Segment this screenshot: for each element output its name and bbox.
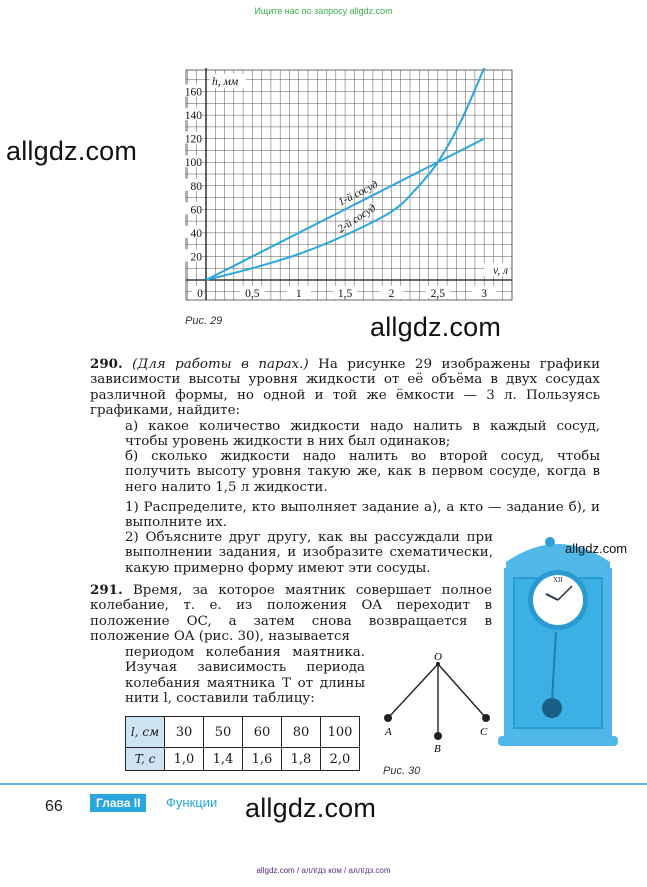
step-1: 1) Распределите, кто выполняет задание а), а кто — задание б), и выполните их. — [125, 500, 600, 531]
pendulum-clock-illustration — [498, 532, 618, 754]
item-b: б) сколько жидкости надо налить во второй сосуд, чтобы получить высоту уровня такую же, как в первом сосуде, когда в него налито 1,5 л жидкости. — [125, 449, 600, 495]
label-o: O — [434, 651, 442, 663]
pendulum-table — [125, 716, 360, 771]
table-cell: 100 — [321, 717, 360, 748]
item-a: а) какое количество жидкости надо налить в каждый сосуд, чтобы уровень жидкости в них был одинаков; — [125, 419, 600, 450]
clock-numeral: XII — [553, 576, 563, 584]
problem-number: 291. — [90, 582, 123, 598]
table-cell: 30 — [165, 717, 204, 748]
series-label-1: 1-й сосуд — [336, 178, 380, 209]
pair-work-note: (Для работы в парах.) — [132, 357, 309, 372]
figure-30-pendulum — [378, 650, 498, 760]
top-banner[interactable]: Ищите нас по запросу allgdz.com — [254, 6, 393, 16]
label-a: A — [385, 726, 392, 738]
bob-c — [482, 714, 490, 722]
string-oa — [388, 664, 438, 718]
table-row — [126, 748, 360, 771]
figure-29-chart — [178, 62, 518, 314]
table-cell: 1,6 — [243, 748, 282, 771]
x-tick-label: 2,5 — [430, 288, 446, 300]
string-oc — [438, 664, 486, 718]
x-tick-label: 2 — [388, 288, 395, 300]
bob-a — [384, 714, 392, 722]
table-cell: 1,8 — [282, 748, 321, 771]
page-number: 66 — [45, 798, 63, 815]
clock-svg — [498, 532, 618, 754]
table-cell: 50 — [204, 717, 243, 748]
x-tick-label: 1 — [295, 288, 302, 300]
footer-divider — [0, 783, 647, 785]
y-tick-label: 160 — [184, 86, 202, 99]
y-axis-label: h, мм — [212, 76, 239, 88]
y-tick-label: 60 — [190, 204, 202, 217]
problem-text: На рисунке 29 изображены графики зависимости высоты уровня жидкости от её объёма в двух сосудах различной формы, но одной и той же ёмкости — 3 л. Пользуясь графиками, найдите: — [90, 357, 601, 418]
problem-290 — [90, 357, 600, 418]
x-tick-label: 0,5 — [245, 288, 260, 300]
bottom-links[interactable]: allgdz.com / аллгдз ком / аллгдз.com — [256, 866, 391, 875]
y-tick-label: 40 — [190, 227, 202, 240]
table-cell: 2,0 — [321, 748, 360, 771]
table-cell: 60 — [243, 717, 282, 748]
chapter-title: Функции — [166, 795, 218, 810]
watermark: allgdz.com — [565, 541, 628, 556]
series-label-2: 2-й сосуд — [335, 202, 378, 236]
x-tick-label: 3 — [481, 288, 488, 300]
table-cell: 1,0 — [165, 748, 204, 771]
table-row — [126, 717, 360, 748]
table-header-l: l, см — [126, 717, 165, 748]
y-tick-label: 140 — [184, 110, 202, 123]
chapter-label: Глава II — [90, 794, 146, 812]
label-c: C — [480, 726, 488, 738]
y-tick-label: 120 — [184, 133, 202, 146]
watermark: allgdz.com — [370, 312, 502, 342]
chart-svg — [178, 62, 518, 314]
problem-text: Время, за которое маятник совершает полное колебание, т. е. из положения OA переходит в положение OC, а затем снова возвращается в положение OA (рис. 30), называется — [90, 583, 492, 644]
origin-label: 0 — [197, 288, 203, 300]
y-tick-label: 20 — [190, 251, 202, 264]
watermark: allgdz.com — [6, 136, 138, 166]
figure-29-caption: Рис. 29 — [185, 315, 223, 327]
problem-291 — [90, 583, 492, 644]
pendulum-svg — [378, 650, 498, 760]
bob-b — [434, 732, 442, 740]
y-tick-label: 80 — [190, 180, 202, 193]
clock-base — [498, 736, 618, 746]
figure-30-caption: Рис. 30 — [383, 765, 421, 777]
problem-291-continued: периодом колебания маятника. Изучая зависимость периода колебания маятника T от длины нити l, составили таблицу: — [125, 645, 365, 706]
watermark: allgdz.com — [245, 793, 377, 823]
table-cell: 80 — [282, 717, 321, 748]
y-tick-label: 100 — [184, 157, 202, 170]
problem-number: 290. — [90, 356, 123, 372]
label-b: B — [434, 743, 441, 755]
table-header-t: T, с — [126, 748, 165, 771]
data-table — [125, 716, 360, 771]
clock-top-knob — [545, 537, 555, 547]
x-axis-label: v, л — [492, 265, 508, 277]
table-cell: 1,4 — [204, 748, 243, 771]
step-2: 2) Объясните друг другу, как вы рассуждали при выполнении задания, и изобразите схематически, какую примерно форму имеют эти сосуды. — [125, 530, 493, 576]
x-tick-label: 1,5 — [337, 288, 353, 300]
clock-pendulum-bob — [542, 698, 562, 718]
